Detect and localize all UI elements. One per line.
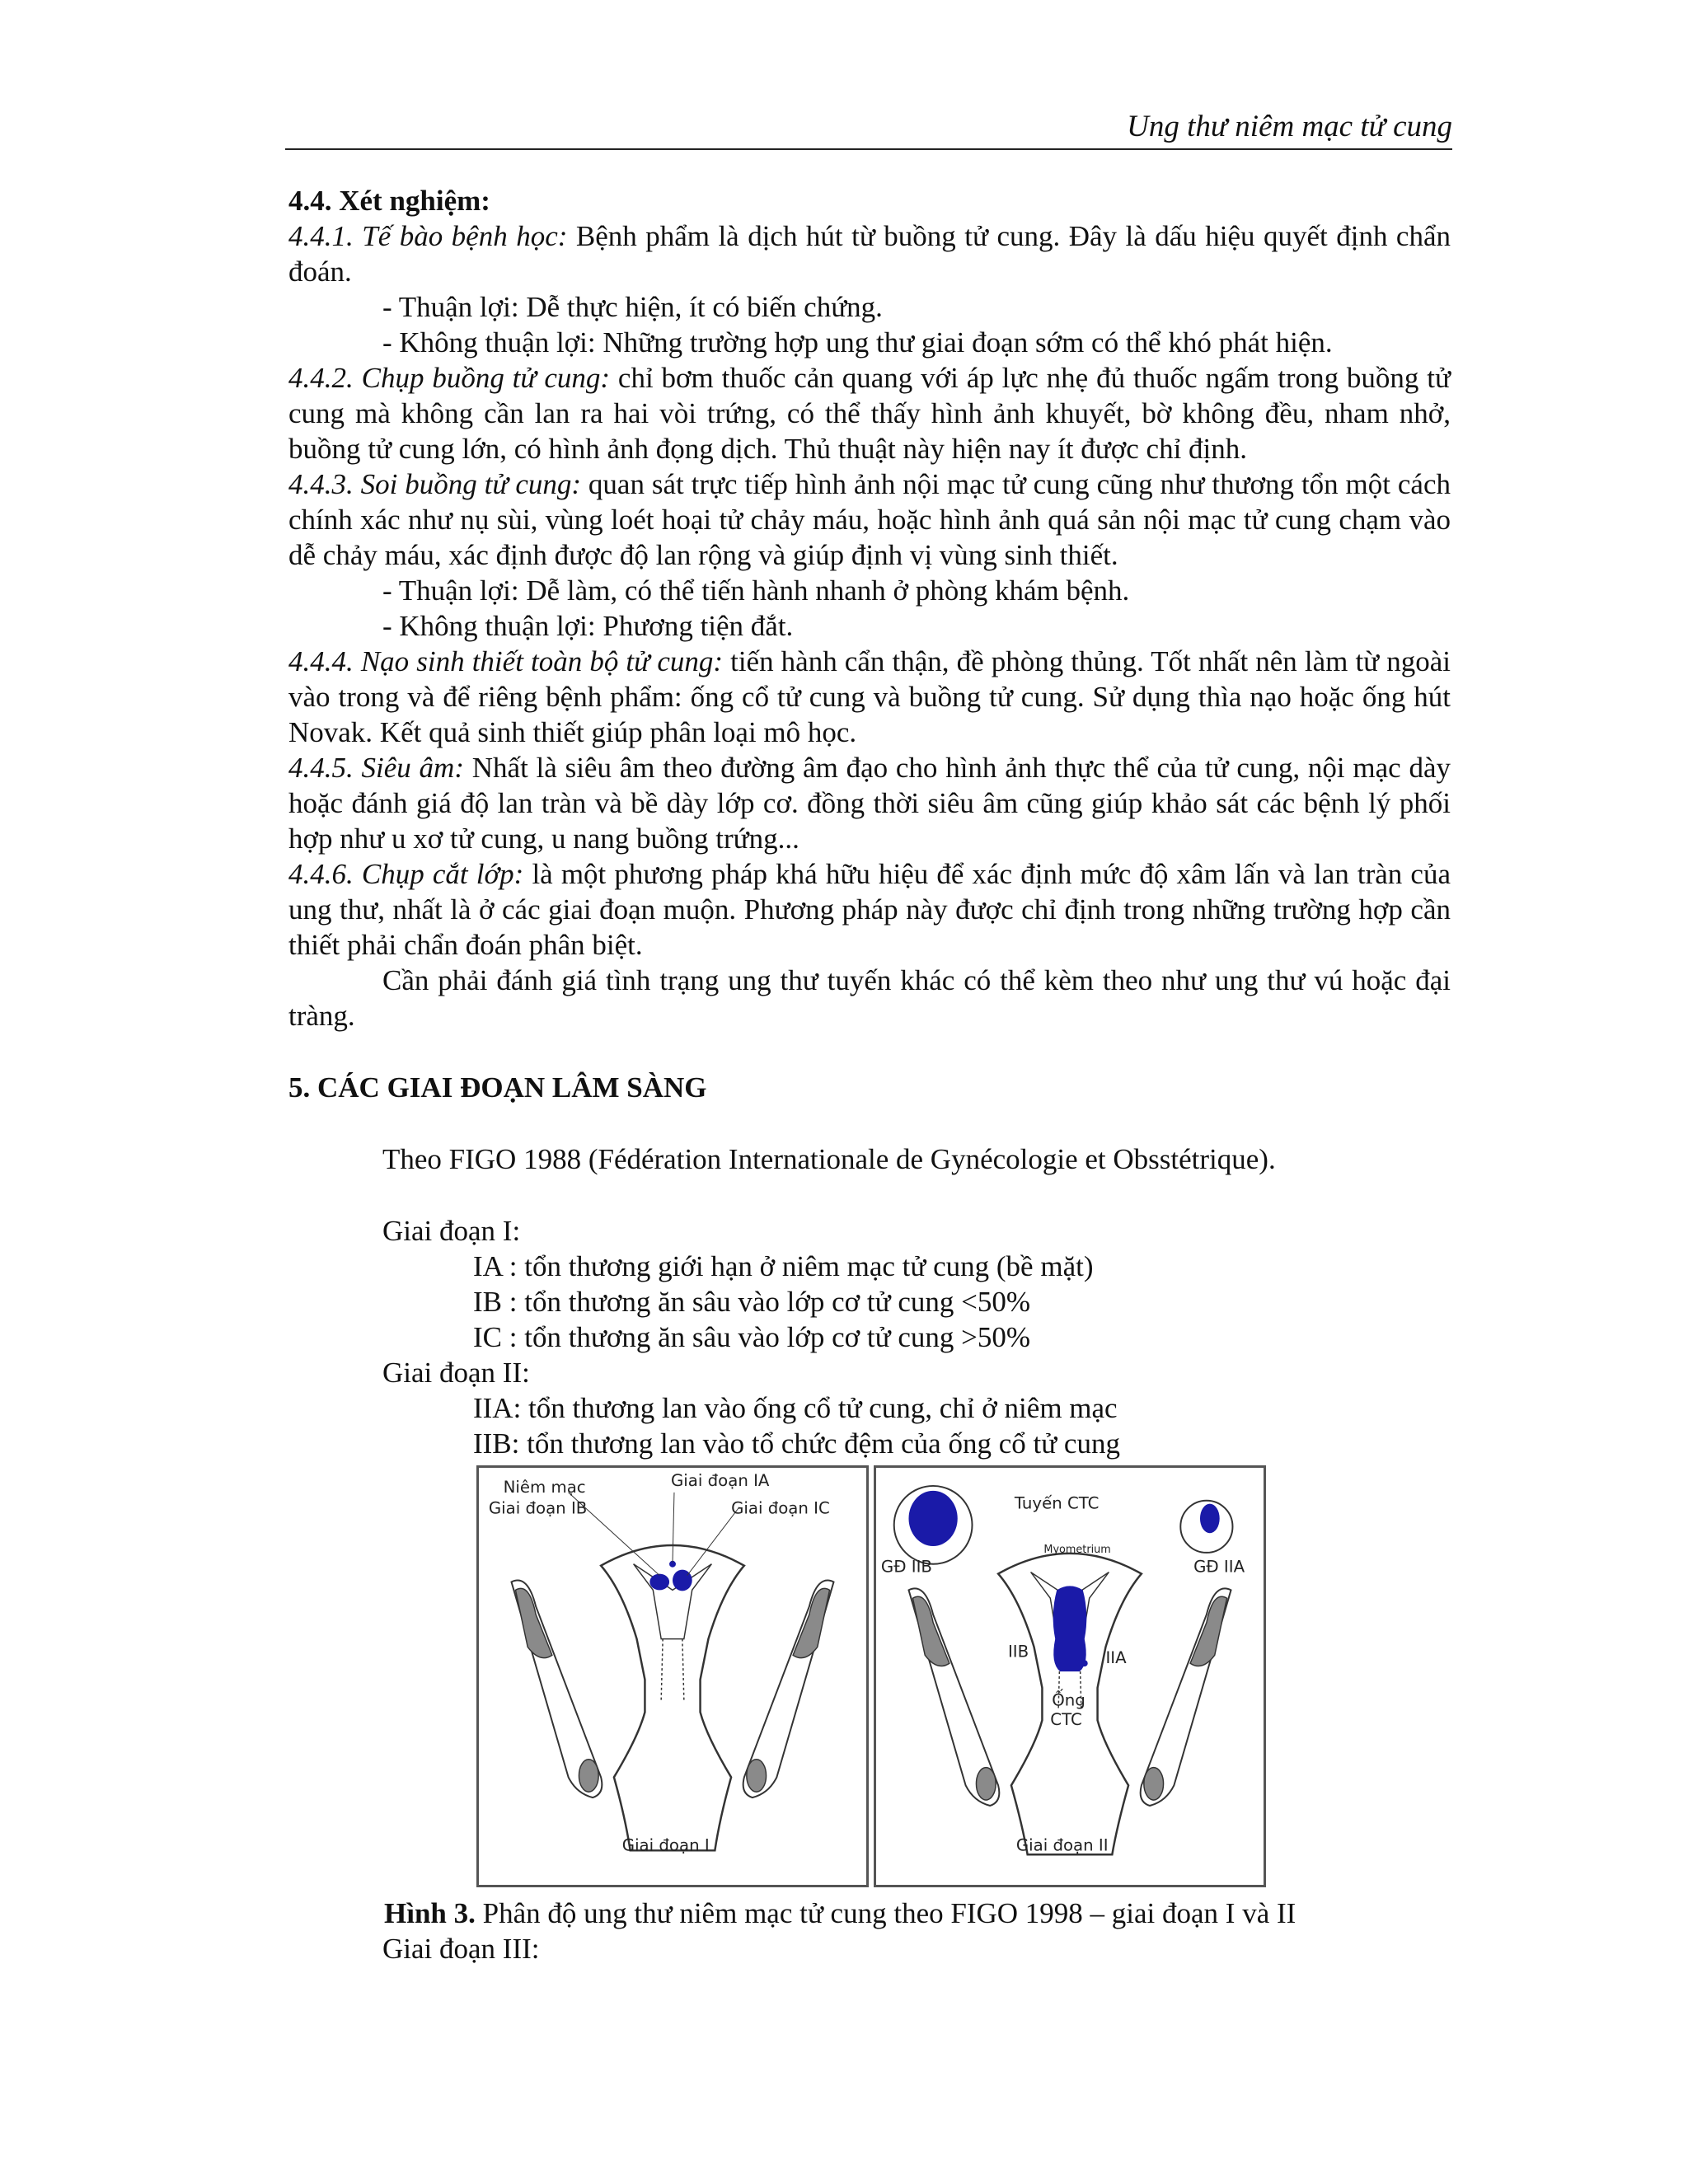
subheading-4-4-6: 4.4.6. Chụp cắt lớp: — [288, 858, 524, 890]
stage-ib: IB : tổn thương ăn sâu vào lớp cơ tử cung <50% — [473, 1286, 1031, 1318]
subheading-4-4-4: 4.4.4. Nạo sinh thiết toàn bộ tử cung: — [288, 645, 724, 677]
paragraph-4-4-6 — [288, 856, 1451, 963]
label-iib: IIB — [1007, 1642, 1029, 1661]
section-heading-4-4: 4.4. Xét nghiệm: — [288, 185, 490, 217]
spacer — [288, 1105, 1451, 1141]
uterus-diagram-stage-1 — [479, 1468, 866, 1885]
subheading-4-4-3: 4.4.3. Soi buồng tử cung: — [288, 468, 582, 500]
left-fimbria — [579, 1760, 598, 1792]
label-tuyen-ctc: Tuyến CTC — [1014, 1493, 1100, 1513]
stage-iia: IIA: tổn thương lan vào ống cổ tử cung, chỉ ở niêm mạc — [473, 1392, 1118, 1424]
disadvantage-line: - Không thuận lợi: Những trường hợp ung thư giai đoạn sớm có thể khó phát hiện. — [382, 326, 1333, 359]
panel-title-stage-1: Giai đoạn I — [621, 1835, 710, 1855]
advantage-line: - Thuận lợi: Dễ làm, có thể tiến hành nhanh ở phòng khám bệnh. — [382, 574, 1130, 607]
label-myometrium: Myometrium — [1043, 1543, 1111, 1556]
section-heading-5: 5. CÁC GIAI ĐOẠN LÂM SÀNG — [288, 1071, 707, 1104]
stage-ic: IC : tổn thương ăn sâu vào lớp cơ tử cung >50% — [473, 1321, 1031, 1353]
running-header: Ung thư niêm mạc tử cung — [1127, 110, 1452, 143]
lesion-stage-2 — [1053, 1586, 1087, 1671]
label-gd-iia: GĐ IIA — [1193, 1557, 1245, 1577]
label-stage-ib: Giai đoạn IB — [488, 1498, 588, 1518]
stage-ia: IA : tổn thương giới hạn ở niêm mạc tử cung (bề mặt) — [473, 1250, 1094, 1282]
paragraph-text: quan sát trực tiếp hình ảnh nội mạc tử cung cũng như thương tổn một cách chính xác như nụ sùi, vùng loét hoại tử chảy máu, hoặc hình ảnh quá sản nội mạc tử cung chạm vào dễ chảy máu, xác định được độ lan rộng và giúp định vị vùng sinh thiết. — [288, 468, 1451, 571]
paragraph-other-cancer: Cần phải đánh giá tình trạng ung thư tuyến khác có thể kèm theo như ung thư vú hoặc đại tràng. — [288, 964, 1451, 1032]
paragraph-text: là một phương pháp khá hữu hiệu để xác định mức độ xâm lấn và lan tràn của ung thư, nhất là ở các giai đoạn muộn. Phương pháp này được chỉ định trong những trường hợp cần thiết phải chẩn đoán phân biệt. — [288, 858, 1451, 961]
uterus-diagram-stage-2 — [876, 1468, 1264, 1885]
uterus-outline — [601, 1545, 744, 1850]
right-fimbria — [1144, 1768, 1164, 1800]
spacer — [288, 1177, 1451, 1213]
label-stage-ic: Giai đoạn IC — [731, 1498, 830, 1518]
lesion-ib — [649, 1574, 669, 1591]
figure-caption — [384, 1896, 1456, 1931]
label-ctc: CTC — [1050, 1710, 1082, 1730]
subheading-4-4-2: 4.4.2. Chụp buồng tử cung: — [288, 362, 611, 394]
paragraph-4-4-3 — [288, 466, 1451, 573]
paragraph-4-4-4 — [288, 644, 1451, 750]
advantage-line: - Thuận lợi: Dễ thực hiện, ít có biến chứng. — [382, 291, 883, 323]
figure-3 — [476, 1465, 1269, 1887]
label-iia: IIA — [1105, 1648, 1127, 1668]
left-fimbria — [976, 1768, 996, 1800]
paragraph-text: chỉ bơm thuốc cản quang với áp lực nhẹ đủ thuốc ngấm trong buồng tử cung mà không cần lan ra hai vòi trứng, có thể thấy hình ảnh khuyết, bờ không đều, nham nhở, buồng tử cung lớn, có hình ảnh đọng dịch. Thủ thuật này hiện nay ít được chỉ định. — [288, 362, 1451, 465]
paragraph-4-4-5 — [288, 750, 1451, 856]
stage-2-heading: Giai đoạn II: — [382, 1357, 530, 1389]
paragraph-text: Bệnh phẩm là dịch hút từ buồng tử cung. Đây là dấu hiệu quyết định chẩn đoán. — [288, 220, 1451, 288]
caption-label: Hình 3. — [384, 1897, 476, 1929]
stage-3-heading: Giai đoạn III: — [382, 1933, 540, 1965]
label-ong: Ống — [1052, 1690, 1085, 1710]
figure-panel-stage-1 — [476, 1465, 869, 1887]
paragraph-4-4-2 — [288, 360, 1451, 466]
label-stage-ia: Giai đoạn IA — [671, 1470, 770, 1490]
stage-iib: IIB: tổn thương lan vào tổ chức đệm của ống cổ tử cung — [473, 1427, 1120, 1460]
document-body — [288, 183, 1451, 1461]
lesion-iia — [1081, 1660, 1088, 1666]
inset-lesion-iia — [1200, 1504, 1220, 1534]
panel-title-stage-2: Giai đoạn II — [1015, 1835, 1109, 1855]
subheading-4-4-5: 4.4.5. Siêu âm: — [288, 752, 464, 784]
label-niem-mac: Niêm mạc — [503, 1477, 586, 1497]
inset-lesion-iib — [908, 1491, 957, 1546]
paragraph-text: tiến hành cẩn thận, đề phòng thủng. Tốt nhất nên làm từ ngoài vào trong và để riêng bệnh phẩm: ống cổ tử cung và buồng tử cung. Sử dụng thìa nạo hoặc ống hút Novak. Kết quả sinh thiết giúp phân loại mô học. — [288, 645, 1451, 748]
paragraph-text: Nhất là siêu âm theo đường âm đạo cho hình ảnh thực thể của tử cung, nội mạc dày hoặc đánh giá độ lan tràn và bề dày lớp cơ. đồng thời siêu âm cũng giúp khảo sát các bệnh lý phối hợp như u xơ tử cung, u nang buồng trứng... — [288, 752, 1451, 855]
paragraph-4-4-1 — [288, 218, 1451, 289]
label-gd-iib: GĐ IIB — [880, 1557, 932, 1577]
caption-text: Phân độ ung thư niêm mạc tử cung theo FIGO 1998 – giai đoạn I và II — [475, 1897, 1296, 1929]
figure-panel-stage-2 — [874, 1465, 1266, 1887]
spacer — [288, 1033, 1451, 1070]
right-fimbria — [747, 1760, 767, 1792]
stage-1-heading: Giai đoạn I: — [382, 1215, 521, 1247]
header-rule — [285, 148, 1452, 150]
figo-reference: Theo FIGO 1988 (Fédération Internationale de Gynécologie et Obsstétrique). — [382, 1143, 1276, 1175]
disadvantage-line: - Không thuận lợi: Phương tiện đắt. — [382, 610, 794, 642]
subheading-4-4-1: 4.4.1. Tế bào bệnh học: — [288, 220, 568, 252]
